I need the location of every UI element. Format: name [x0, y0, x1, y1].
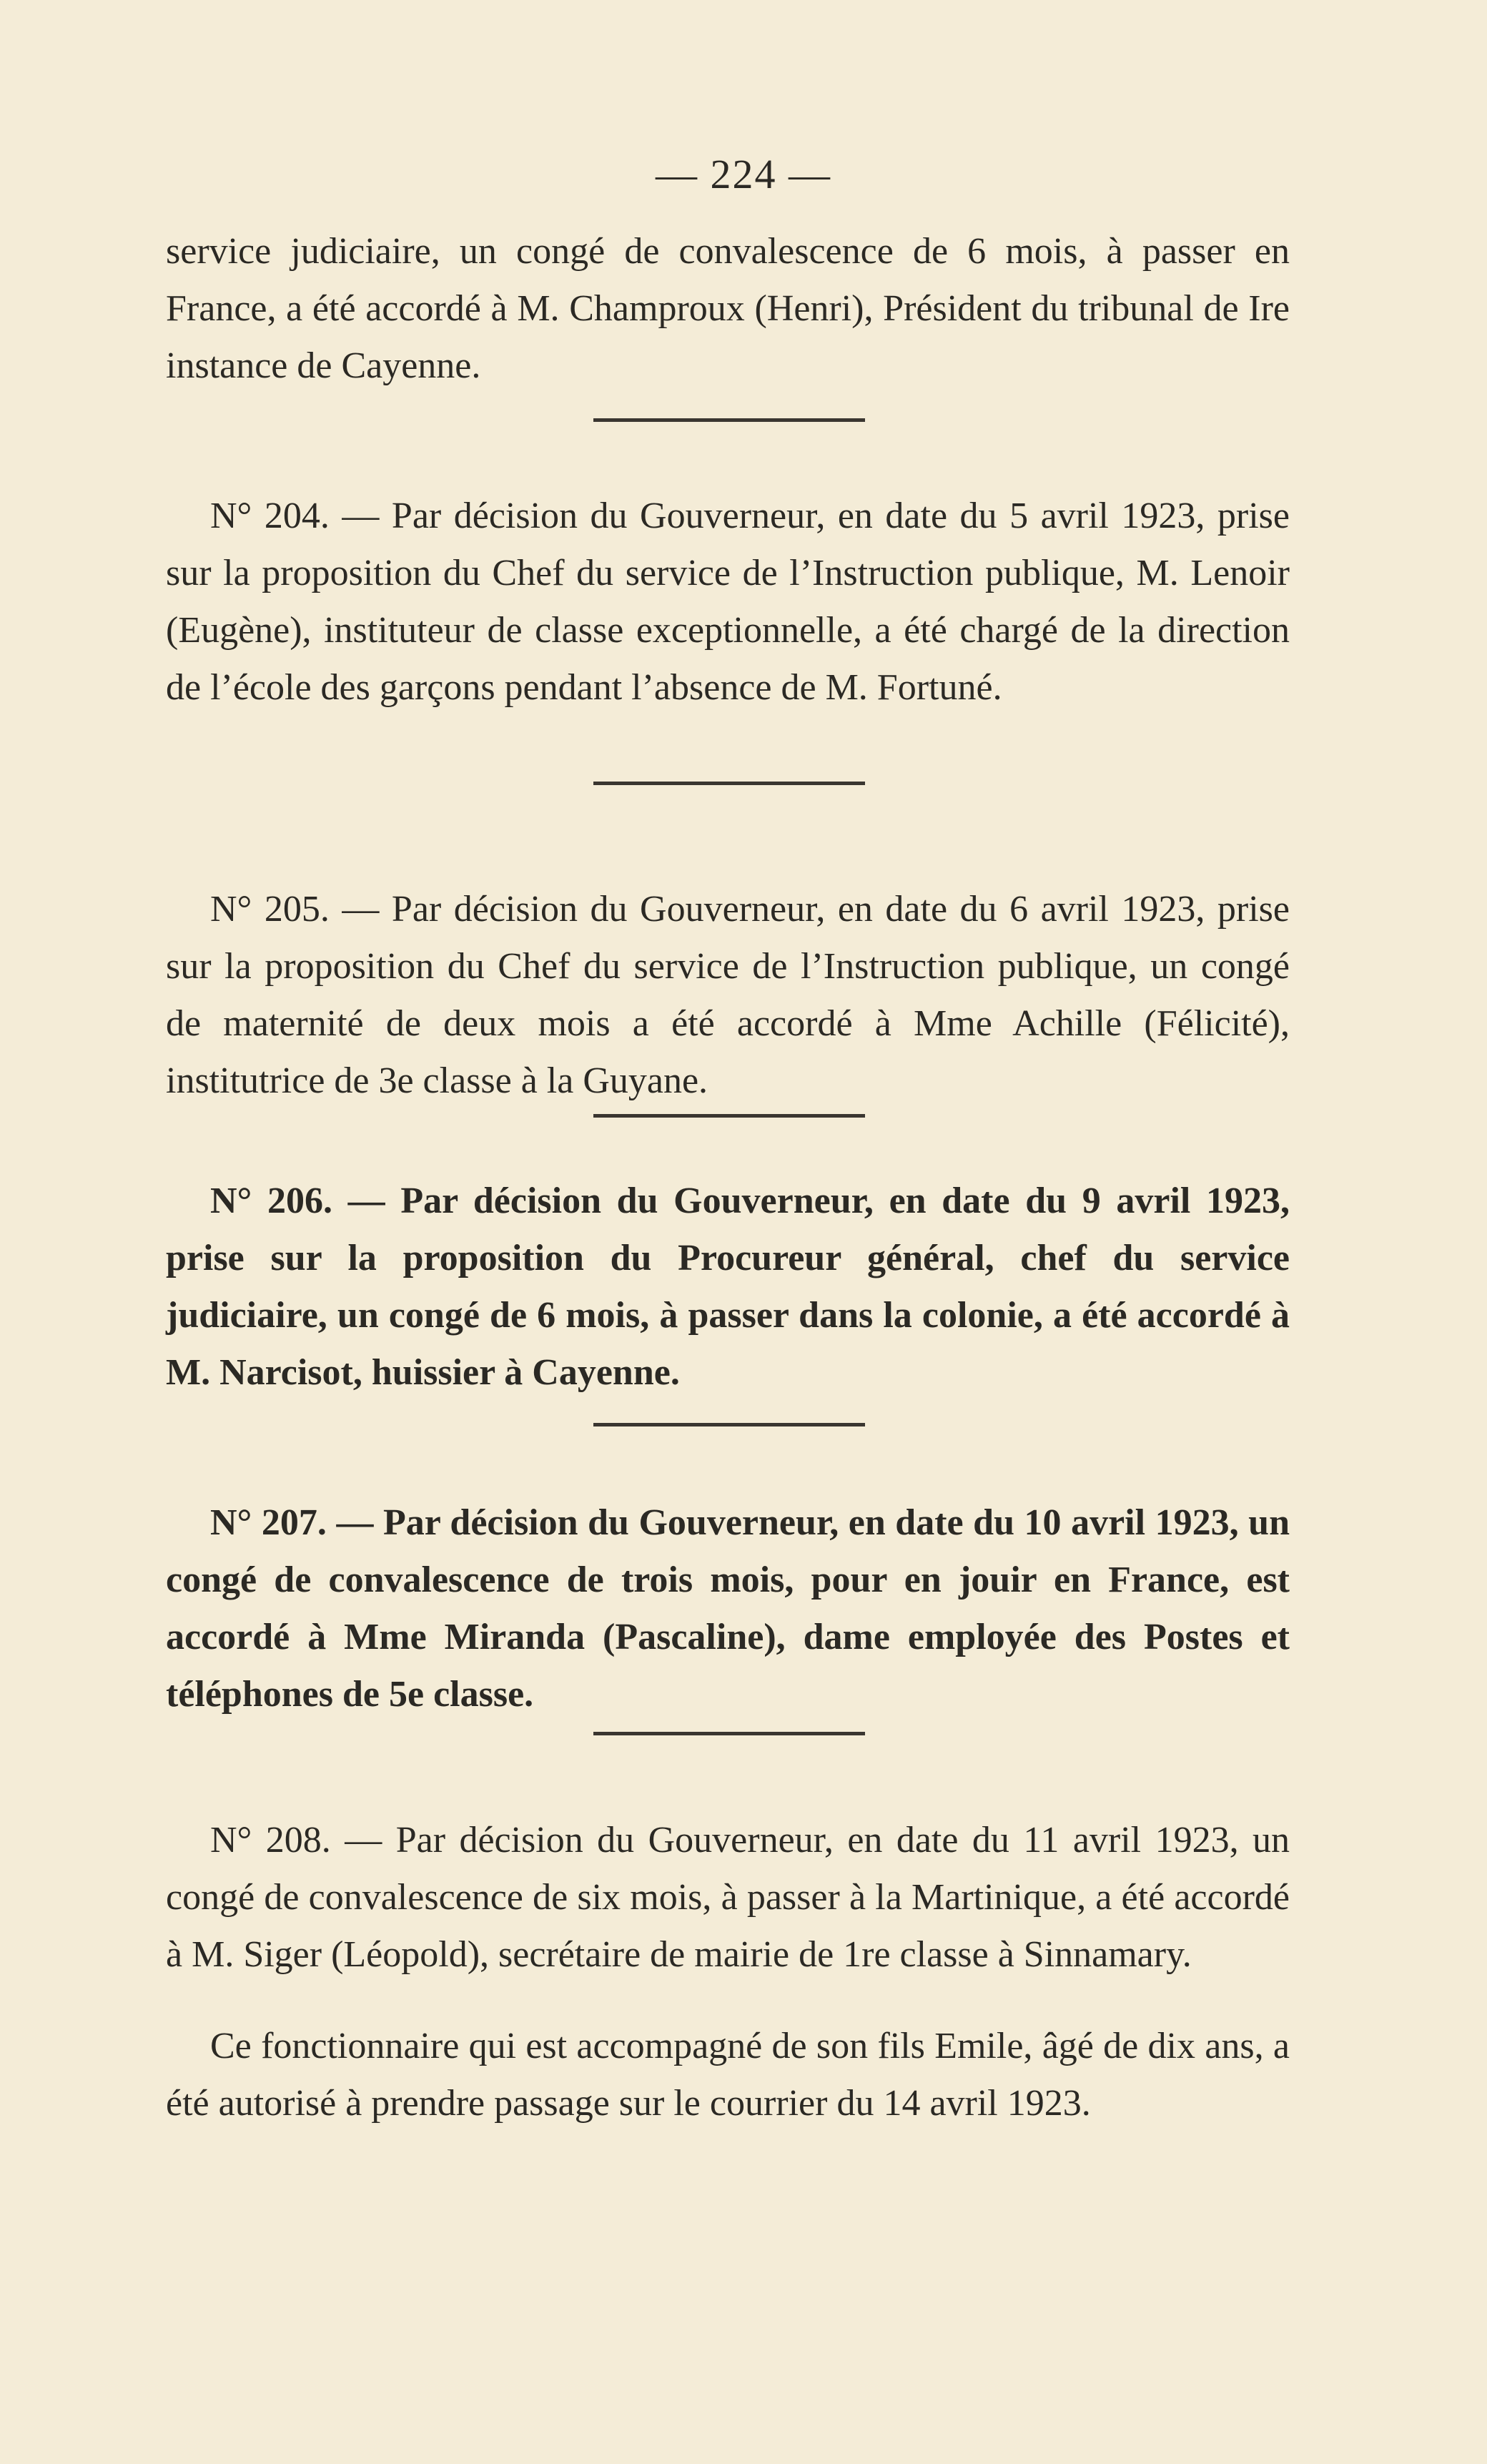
decision-205	[166, 881, 1290, 1110]
decision-text: — Par décision du Gouverneur, en date du 11 avril 1923, un congé de convalescence de six mois, à passer à la Martinique, a été accordé à M. Siger (Léopold), secrétaire de mairie de 1re classe à Sinnamary.	[166, 1820, 1290, 1975]
decision-number: N° 207.	[210, 1502, 327, 1543]
decision-number: N° 208.	[210, 1820, 331, 1861]
separator-rule	[593, 1114, 865, 1118]
decision-text: — Par décision du Gouverneur, en date du 5 avril 1923, prise sur la proposition du Chef du service de l’Instruction publique, M. Lenoir (Eugène), instituteur de classe exceptionnelle, a été chargé de la direction de l’école des garçons pendant l’absence de M. Fortuné.	[166, 496, 1290, 708]
separator-rule	[593, 1732, 865, 1735]
decision-number: N° 206.	[210, 1181, 333, 1221]
paragraph-continuation	[166, 223, 1290, 395]
separator-rule	[593, 418, 865, 422]
decision-204	[166, 488, 1290, 716]
decision-number: N° 205.	[210, 889, 330, 930]
decision-208	[166, 1812, 1290, 1983]
separator-rule	[593, 1423, 865, 1426]
paragraph-note	[166, 2018, 1290, 2132]
paragraph-text: service judiciaire, un congé de convalescence de 6 mois, à passer en France, a été accordé à M. Champroux (Henri), Président du tribunal de Ire instance de Cayenne.	[166, 231, 1290, 386]
decision-206	[166, 1173, 1290, 1401]
separator-rule	[593, 782, 865, 785]
paragraph-text: Ce fonctionnaire qui est accompagné de son fils Emile, âgé de dix ans, a été autorisé à prendre passage sur le courrier du 14 avril 1923.	[166, 2026, 1290, 2124]
decision-text: — Par décision du Gouverneur, en date du 10 avril 1923, un congé de convalescence de trois mois, pour en jouir en France, est accordé à Mme Miranda (Pascaline), dame employée des Postes et téléphones de 5e classe.	[166, 1502, 1290, 1715]
page-number: — 224 —	[656, 151, 831, 197]
decision-207	[166, 1494, 1290, 1723]
decision-text: — Par décision du Gouverneur, en date du 6 avril 1923, prise sur la proposition du Chef du service de l’Instruction publique, un congé de maternité de deux mois a été accordé à Mme Achille (Félicité), institutrice de 3e classe à la Guyane.	[166, 889, 1290, 1101]
decision-text: — Par décision du Gouverneur, en date du 9 avril 1923, prise sur la proposition du Procureur général, chef du service judiciaire, un congé de 6 mois, à passer dans la colonie, a été accordé à M. Narcisot, huissier à Cayenne.	[166, 1181, 1290, 1393]
decision-number: N° 204.	[210, 496, 330, 536]
